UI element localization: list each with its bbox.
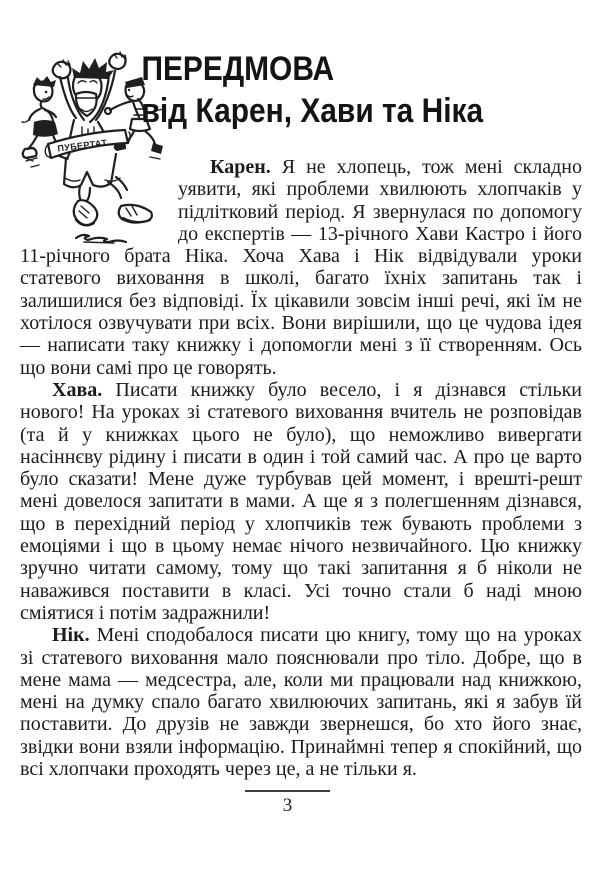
paragraph-nik (20, 624, 582, 780)
page-footer (245, 790, 330, 817)
body-text (20, 156, 582, 780)
speaker-karen: Карен. (210, 156, 271, 178)
speaker-hava: Хава. (52, 378, 103, 401)
page-title: ПЕРЕДМОВА (141, 50, 335, 88)
page-subtitle: від Карен, Хави та Ніка (141, 92, 484, 130)
paragraph-hava-text: Писати книжку було весело, і я дізнався стільки нового! На уроках зі статевого виховання вчитель не розповідав (та й у книжках цього не було), що неможливо вивергати насіннєву рідину і писати в один і той самий час. А про це варто було сказати! Мене дуже турбував цей момент, і врешті-решт мені довелося запитати в мами. А ще я з полегшенням дізнався, що в перехідний період у хлопчиків теж бувають проблеми з емоціями і що в цьому немає нічого незвичайного. Цю книжку зручно читати самому, тому що такі запитання я б ніколи не наважився поставити в класі. Усі точно стали б наді мною сміятися і потім задражнили! (20, 378, 582, 624)
chapter-heading (20, 48, 515, 132)
speaker-nik: Нік. (52, 624, 90, 647)
paragraph-hava (20, 379, 582, 624)
page-number: 3 (282, 795, 293, 817)
motion-marks (26, 158, 126, 243)
banner-text: ПУБЕРТАТ (56, 137, 108, 154)
paragraph-karen-text: Я не хлопець, тож мені складно уявити, які проблеми хвилюють хлопчаків у підлітковий період. Я звернулася по допомогу до експертів — 13-річного Хави Кастро і його 11-річного брата Ніка. Хоча Хава і Нік відвідували уроки статевого виховання в школі, багато їхніх запитань так і залишилися без відповіді. Їх цікавили зовсім інші речі, які їм не хотілося озвучувати при всіх. Вони вирішили, що це чудова ідея — написати таку книжку і допомогли мені з її створенням. Ось що вони самі про це говорять. (20, 156, 582, 379)
paragraph-nik-text: Мені сподобалося писати цю книгу, тому що на уроках зі статевого виховання мало пояснювали про тіло. Добре, що в мене мама — медсестра, але, коли ми працювали над книжкою, мені на думку спало багато хвилюючих запитань, які я забув їй поставити. До друзів не завжди звернешся, бо хто його знає, звідки вони взяли інформацію. Принаймні тепер я спокійний, що всі хлопчаки проходять через це, а не тільки я. (20, 624, 582, 781)
